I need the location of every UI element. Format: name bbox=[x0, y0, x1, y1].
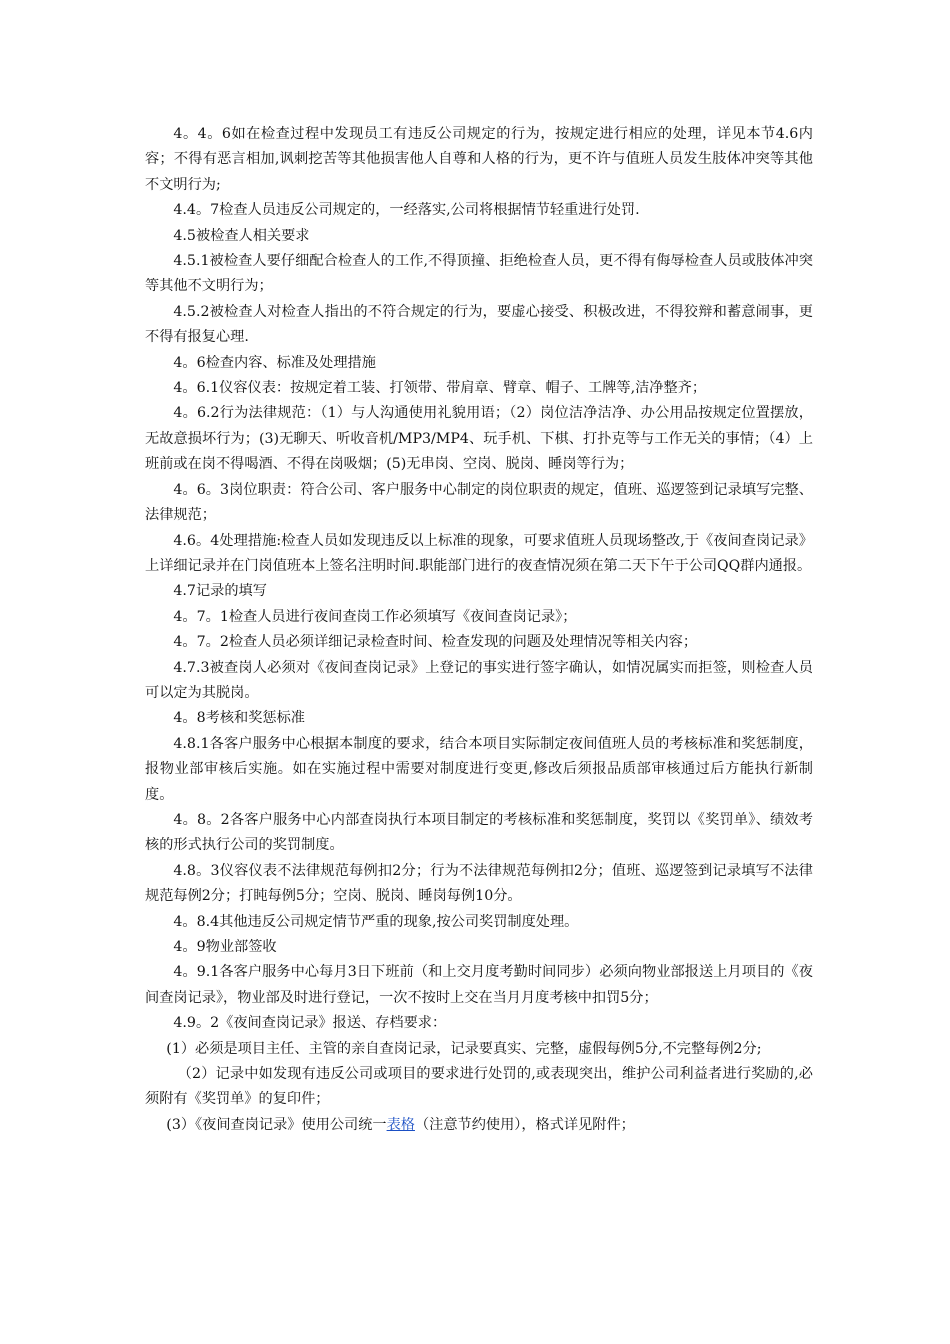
paragraph-4-6-2: 4。6.2行为法律规范：（1）与人沟通使用礼貌用语；（2）岗位洁净洁净、办公用品按规定位置摆放，无故意损坏行为；(3)无聊天、听收音机/MP3/MP4、玩手机、下棋、打扑克等与工作无关的事情；（4）上班前或在岗不得喝酒、不得在岗吸烟；(5)无串岗、空岗、脱岗、睡岗等行为； bbox=[145, 405, 813, 473]
paragraph-4-5-1: 4.5.1被检查人要仔细配合检查人的工作,不得顶撞、拒绝检查人员，更不得有侮辱检查人员或肢体冲突等其他不文明行为； bbox=[145, 253, 813, 295]
document-page bbox=[145, 122, 813, 1138]
paragraph-4-7-3: 4.7.3被查岗人必须对《夜间查岗记录》上登记的事实进行签字确认，如情况属实而拒签，则检查人员可以定为其脱岗。 bbox=[145, 659, 813, 701]
paragraph-4-6-3: 4。6。3岗位职责：符合公司、客户服务中心制定的岗位职责的规定，值班、巡逻签到记录填写完整、法律规范； bbox=[145, 481, 813, 524]
list-item-3 bbox=[145, 1113, 813, 1138]
paragraph-4-7-2: 4。7。2检查人员必须详细记录检查时间、检查发现的问题及处理情况等相关内容； bbox=[173, 634, 698, 651]
paragraph-4-6-1: 4。6.1仪容仪表：按规定着工装、打领带、带肩章、臂章、帽子、工牌等,洁净整齐； bbox=[173, 380, 707, 397]
paragraph-4-9-2: 4.9。2《夜间查岗记录》报送、存档要求： bbox=[173, 1015, 447, 1032]
paragraph-4-4-7: 4.4。7检查人员违反公司规定的，一经落实,公司将根据情节轻重进行处罚. bbox=[173, 202, 640, 219]
paragraph-4-4-6: 4。4。6如在检查过程中发现员工有违反公司规定的行为，按规定进行相应的处理，详见本节4.6内容；不得有恶言相加,讽刺挖苦等其他损害他人自尊和人格的行为，更不许与值班人员发生肢体冲突等其他不文明行为; bbox=[145, 126, 813, 193]
list-item-2: （2）记录中如发现有违反公司或项目的要求进行处罚的,或表现突出，维护公司利益者进行奖励的,必须附有《奖罚单》的复印件； bbox=[145, 1066, 813, 1108]
table-link[interactable]: 表格 bbox=[386, 1116, 415, 1133]
heading-4-9: 4。9物业部签收 bbox=[173, 939, 277, 955]
heading-4-7: 4.7记录的填写 bbox=[173, 583, 267, 600]
heading-4-8: 4。8考核和奖惩标准 bbox=[173, 710, 305, 727]
paragraph-4-5-2: 4.5.2被检查人对检查人指出的不符合规定的行为，要虚心接受、积极改进，不得狡辩和蓄意闹事，更不得有报复心理. bbox=[145, 303, 813, 346]
paragraph-4-8-4: 4。8.4其他违反公司规定情节严重的现象,按公司奖罚制度处理。 bbox=[173, 913, 579, 930]
paragraph-4-8-1: 4.8.1各客户服务中心根据本制度的要求，结合本项目实际制定夜间值班人员的考核标准和奖惩制度，报物业部审核后实施。如在实施过程中需要对制度进行变更,修改后须报品质部审核通过后方能执行新制度。 bbox=[145, 735, 813, 803]
heading-4-5: 4.5被检查人相关要求 bbox=[173, 227, 310, 244]
paragraph-4-8-2: 4。8。2各客户服务中心内部查岗执行本项目制定的考核标准和奖惩制度，奖罚以《奖罚单》、绩效考核的形式执行公司的奖罚制度。 bbox=[145, 811, 813, 854]
list-item-3-text-after: （注意节约使用），格式详见附件； bbox=[414, 1116, 635, 1133]
paragraph-4-9-1: 4。9.1各客户服务中心每月3日下班前（和上交月度考勤时间同步）必须向物业部报送上月项目的《夜间查岗记录》，物业部及时进行登记，一次不按时上交在当月月度考核中扣罚5分； bbox=[145, 964, 813, 1006]
heading-4-6: 4。6检查内容、标准及处理措施 bbox=[173, 354, 376, 371]
paragraph-4-6-4: 4.6。4处理措施:检查人员如发现违反以上标准的现象，可要求值班人员现场整改,于《夜间查岗记录》上详细记录并在门岗值班本上签名注明时间.职能部门进行的夜查情况须在第二天下午于公司QQ群内通报。 bbox=[145, 532, 813, 574]
paragraph-4-8-3: 4.8。3仪容仪表不法律规范每例扣2分；行为不法律规范每例扣2分；值班、巡逻签到记录填写不法律规范每例2分；打盹每例5分；空岗、脱岗、睡岗每例10分。 bbox=[145, 862, 813, 905]
paragraph-4-7-1: 4。7。1检查人员进行夜间查岗工作必须填写《夜间查岗记录》； bbox=[173, 608, 577, 625]
list-item-1: (1）必须是项目主任、主管的亲自查岗记录，记录要真实、完整，虚假每例5分,不完整每例2分; bbox=[166, 1040, 762, 1057]
list-item-3-text-before: (3）《夜间查岗记录》使用公司统一 bbox=[166, 1116, 387, 1133]
